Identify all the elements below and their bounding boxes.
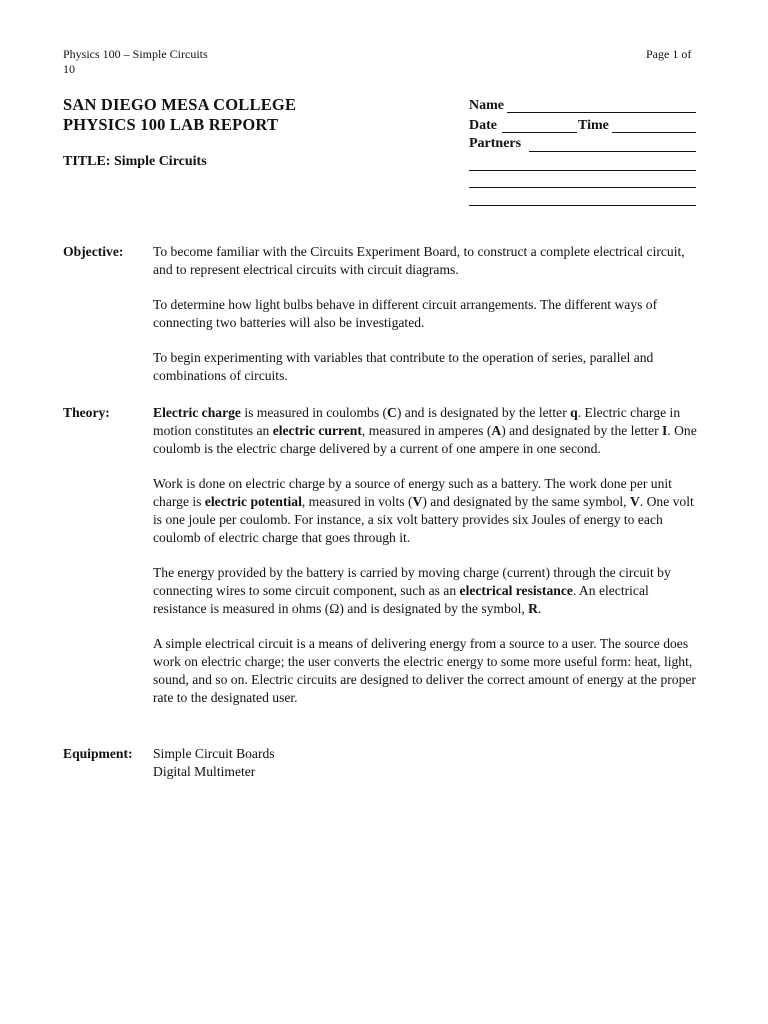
theory-paragraph-2: Work is done on electric charge by a source of energy such as a battery. The work done per unit charge is electric potential, measured in volts (V) and designated by the same symbol, V. One volt is one joule per coulomb. For instance, a six volt battery provides six Joules of energy to each coulomb of electric charge that goes through it. xyxy=(153,476,694,545)
name-field[interactable] xyxy=(507,112,696,113)
college-name: SAN DIEGO MESA COLLEGE xyxy=(63,95,297,114)
institution-heading xyxy=(63,95,296,135)
equipment-item: Simple Circuit Boards xyxy=(153,746,275,761)
report-name: PHYSICS 100 LAB REPORT xyxy=(63,115,279,134)
theory-paragraph-3: The energy provided by the battery is carried by moving charge (current) through the circuit by connecting wires to some circuit component, such as an electrical resistance. An electrical resistance is measured in ohms (Ω) and is designated by the symbol, R. xyxy=(153,565,671,616)
objective-section xyxy=(63,243,703,385)
term-electrical-resistance: electrical resistance xyxy=(459,583,573,598)
date-label: Date xyxy=(469,118,497,133)
partners-field[interactable] xyxy=(529,151,696,152)
partners-line-3[interactable] xyxy=(469,187,696,188)
partners-line-2[interactable] xyxy=(469,170,696,171)
partners-line-4[interactable] xyxy=(469,205,696,206)
objective-paragraph-3: To begin experimenting with variables that contribute to the operation of series, parallel and combinations of circuits. xyxy=(153,350,654,383)
date-field[interactable] xyxy=(502,132,577,133)
theory-paragraph-4: A simple electrical circuit is a means of delivering energy from a source to a user. The source does work on electric charge; the user converts the electric energy to some more useful form: heat, light, sound, and so on. Electric circuits are designed to deliver the correct amount of energy at the proper rate to the designated user. xyxy=(153,636,696,705)
time-label: Time xyxy=(578,118,609,133)
equipment-section xyxy=(63,745,703,781)
partners-label: Partners xyxy=(469,136,522,151)
name-label: Name xyxy=(469,98,504,113)
page-number: Page 1 of xyxy=(646,47,692,61)
running-header xyxy=(63,47,233,77)
report-title: TITLE: Simple Circuits xyxy=(63,154,207,169)
theory-paragraph-1: Electric charge is measured in coulombs (C) and is designated by the letter q. Electric charge in motion constitutes an electric current, measured in amperes (A) and designated by the letter I. One coulomb is the electric charge delivered by a current of one ampere in one second. xyxy=(153,405,697,456)
page-total: 10 xyxy=(63,62,75,76)
term-electric-current: electric current xyxy=(272,423,362,438)
course-line: Physics 100 – Simple Circuits xyxy=(63,47,208,61)
theory-section xyxy=(63,404,703,707)
time-field[interactable] xyxy=(612,132,696,133)
equipment-label: Equipment: xyxy=(63,746,133,761)
theory-label: Theory: xyxy=(63,405,110,420)
objective-paragraph-2: To determine how light bulbs behave in different circuit arrangements. The different ways of connecting two batteries will also be investigated. xyxy=(153,297,658,330)
term-electric-potential: electric potential xyxy=(204,494,302,509)
objective-label: Objective: xyxy=(63,244,124,259)
objective-paragraph-1: To become familiar with the Circuits Experiment Board, to construct a complete electrical circuit, and to represent electrical circuits with circuit diagrams. xyxy=(153,244,685,277)
term-electric-charge: Electric charge xyxy=(153,405,241,420)
equipment-item: Digital Multimeter xyxy=(153,764,256,779)
